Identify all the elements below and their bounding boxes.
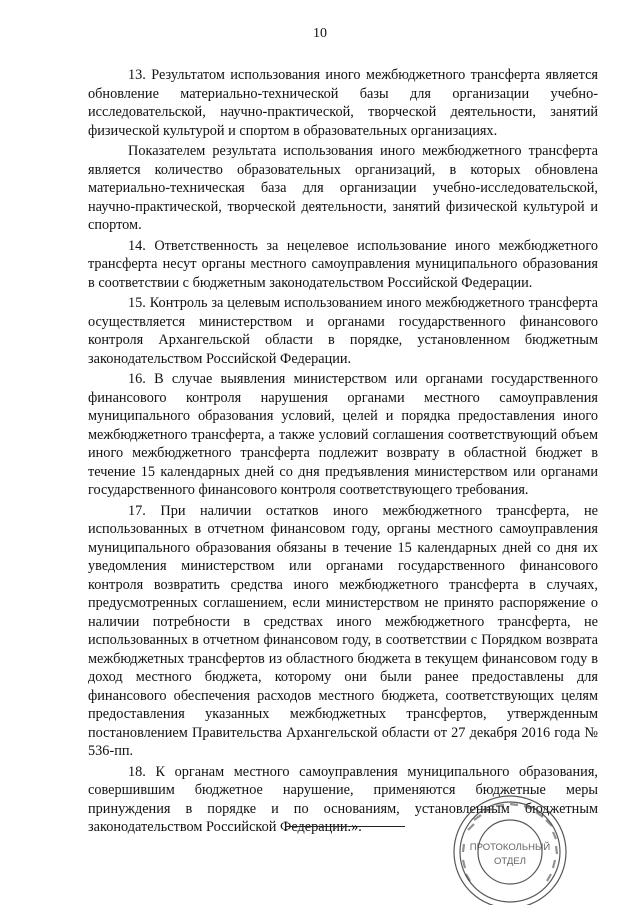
paragraph-17: 17. При наличии остатков иного межбюджетного трансферта, не использованных в отчетном финансовом году, органы местного самоуправления муниципального образования обязаны в течение 15 календарных дней со дня их уведомления министерством или органами государственного финансового контроля возвратить средства иного межбюджетного трансферта в случаях, предусмотренных соглашением, если министерством не принято распоряжение о наличии потребности в средствах иного межбюджетного трансферта, не использованных в отчетном финансовом году, в соответствии с Порядком возврата межбюджетных трансфертов из областного бюджета в текущем финансовом году в доход местного бюджета, которому они были ранее предоставлены для финансового обеспечения расходов местного бюджета, соответствующих целям предоставления указанных межбюджетных трансфертов, утвержденным постановлением Правительства Архангельской области от 27 декабря 2016 года № 536-пп. <box>88 502 598 759</box>
paragraph-18: 18. К органам местного самоуправления муниципального образования, совершившим бюджетное нарушение, применяются бюджетные меры принуждения в порядке и по основаниям, установленным бюджетным законодательством Российской Федерации.». <box>88 763 598 835</box>
paragraph-13-indicator: Показателем результата использования иного межбюджетного трансферта является количество образовательных организаций, в которых обновлена материально-техническая база для организации учебно-исследовательской, научно-практической, творческой деятельности, занятий физической культурой и спортом. <box>88 143 598 233</box>
paragraph-16: 16. В случае выявления министерством или органами государственного финансового контроля нарушения органами местного самоуправления муниципального образования условий, целей и порядка предоставления иного межбюджетного трансферта, а также условий соглашения соответствующий объем иного межбюджетного трансферта подлежит возврату в областной бюджет в течение 15 календарных дней со дня предъявления министерством или органами государственного финансового контроля соответствующего требования. <box>88 371 598 498</box>
paragraph-14: 14. Ответственность за нецелевое использование иного межбюджетного трансферта несут органы местного самоуправления муниципального образования в соответствии с бюджетным законодательством Российской Федерации. <box>88 237 598 291</box>
stamp-seal-icon <box>438 790 576 905</box>
page-number: 10 <box>313 26 327 41</box>
stamp-text-line2: ОТДЕЛ <box>494 856 526 867</box>
document-body <box>88 66 598 837</box>
paragraph-13: 13. Результатом использования иного межбюджетного трансферта является обновление материально-технической базы для организации учебно-исследовательской, научно-практической, творческой деятельности, занятий физической культурой и спортом в образовательных организациях. <box>88 67 598 139</box>
signature-line <box>285 826 405 827</box>
official-stamp <box>438 790 576 905</box>
paragraph-15: 15. Контроль за целевым использованием иного межбюджетного трансферта осуществляется министерством и органами государственного финансового контроля Архангельской области в порядке, установленном бюджетным законодательством Российской Федерации. <box>88 295 598 367</box>
stamp-text-line1: ПРОТОКОЛЬНЫЙ <box>469 842 551 853</box>
